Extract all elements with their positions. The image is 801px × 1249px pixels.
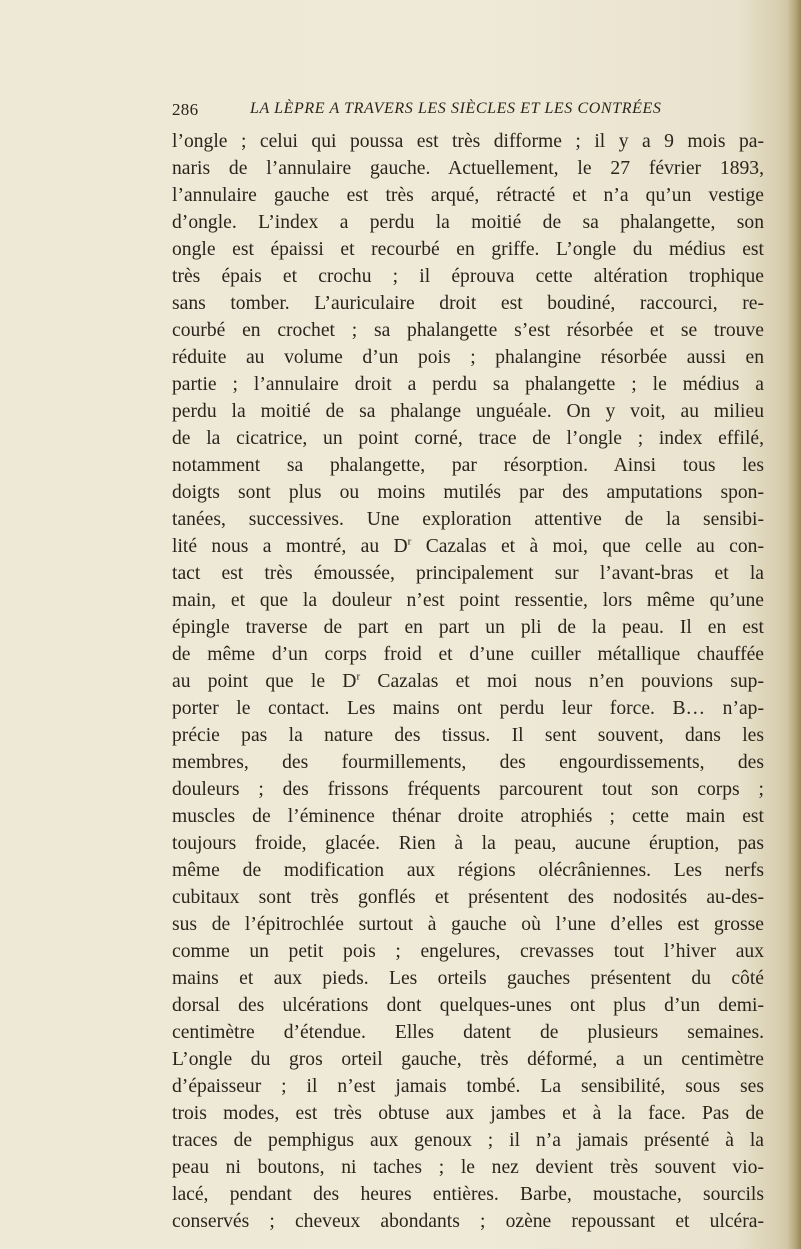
text-line: perdu la moitié de sa phalange unguéale. On y voit, au milieu — [172, 401, 764, 422]
text-line: comme un petit pois ; engelures, crevasses tout l’hiver aux — [172, 941, 764, 962]
running-title: LA LÈPRE A TRAVERS LES SIÈCLES ET LES CONTRÉES — [250, 100, 662, 117]
text-line: L’ongle du gros orteil gauche, très déformé, a un centimètre — [172, 1049, 764, 1070]
text-line: l’annulaire gauche est très arqué, rétracté et n’a qu’un vestige — [172, 185, 764, 206]
text-line: réduite au volume d’un pois ; phalangine résorbée aussi en — [172, 347, 764, 368]
text-line: cubitaux sont très gonflés et présentent des nodosités au-des- — [172, 887, 764, 908]
text-line: tanées, successives. Une exploration attentive de la sensibi- — [172, 509, 764, 530]
text-line: centimètre d’étendue. Elles datent de plusieurs semaines. — [172, 1022, 764, 1043]
text-line: épingle traverse de part en part un pli de la peau. Il en est — [172, 617, 764, 638]
text-line: précie pas la nature des tissus. Il sent souvent, dans les — [172, 725, 764, 746]
running-header — [172, 100, 762, 126]
text-line: toujours froide, glacée. Rien à la peau, aucune éruption, pas — [172, 833, 764, 854]
text-line: très épais et crochu ; il éprouva cette altération trophique — [172, 266, 764, 287]
text-line: porter le contact. Les mains ont perdu leur force. B… n’ap- — [172, 698, 764, 719]
text-line: partie ; l’annulaire droit a perdu sa phalangette ; le médius a — [172, 374, 764, 395]
text-line: notamment sa phalangette, par résorption. Ainsi tous les — [172, 455, 764, 476]
text-line: lité nous a montré, au $D^r$ Cazalas et à moi, que celle au con- — [172, 535, 764, 557]
text-line: de la cicatrice, un point corné, trace de l’ongle ; index effilé, — [172, 428, 764, 449]
text-line: d’épaisseur ; il n’est jamais tombé. La sensibilité, sous ses — [172, 1076, 764, 1097]
text-line: traces de pemphigus aux genoux ; il n’a jamais présenté à la — [172, 1130, 764, 1151]
body-text — [172, 128, 764, 1235]
text-line: ongle est épaissi et recourbé en griffe. L’ongle du médius est — [172, 239, 764, 260]
text-line: main, et que la douleur n’est point ressentie, lors même qu’une — [172, 590, 764, 611]
text-line: naris de l’annulaire gauche. Actuellement, le 27 février 1893, — [172, 158, 764, 179]
text-line: conservés ; cheveux abondants ; ozène repoussant et ulcéra- — [172, 1211, 764, 1232]
text-line: membres, des fourmillements, des engourdissements, des — [172, 752, 764, 773]
text-line: l’ongle ; celui qui poussa est très difforme ; il y a 9 mois pa- — [172, 131, 764, 152]
text-line: d’ongle. L’index a perdu la moitié de sa phalangette, son — [172, 212, 764, 233]
text-line: tact est très émoussée, principalement sur l’avant-bras et la — [172, 563, 764, 584]
text-line: peau ni boutons, ni taches ; le nez devient très souvent vio- — [172, 1157, 764, 1178]
text-line: de même d’un corps froid et d’une cuiller métallique chauffée — [172, 644, 764, 665]
text-line: courbé en crochet ; sa phalangette s’est résorbée et se trouve — [172, 320, 764, 341]
text-line: lacé, pendant des heures entières. Barbe, moustache, sourcils — [172, 1184, 764, 1205]
page-number: 286 — [172, 100, 199, 119]
text-line: sans tomber. L’auriculaire droit est boudiné, raccourci, re- — [172, 293, 764, 314]
text-line: trois modes, est très obtuse aux jambes et à la face. Pas de — [172, 1103, 764, 1124]
text-line: sus de l’épitrochlée surtout à gauche où l’une d’elles est grosse — [172, 914, 764, 935]
text-line: même de modification aux régions olécrâniennes. Les nerfs — [172, 860, 764, 881]
page-edge-shadow — [787, 0, 801, 1249]
text-line: dorsal des ulcérations dont quelques-unes ont plus d’un demi- — [172, 995, 764, 1016]
text-line: mains et aux pieds. Les orteils gauches présentent du côté — [172, 968, 764, 989]
text-line: douleurs ; des frissons fréquents parcourent tout son corps ; — [172, 779, 764, 800]
text-line: au point que le $D^r$ Cazalas et moi nous n’en pouvions sup- — [172, 670, 764, 692]
text-line: muscles de l’éminence thénar droite atrophiés ; cette main est — [172, 806, 764, 827]
text-line: doigts sont plus ou moins mutilés par des amputations spon- — [172, 482, 764, 503]
